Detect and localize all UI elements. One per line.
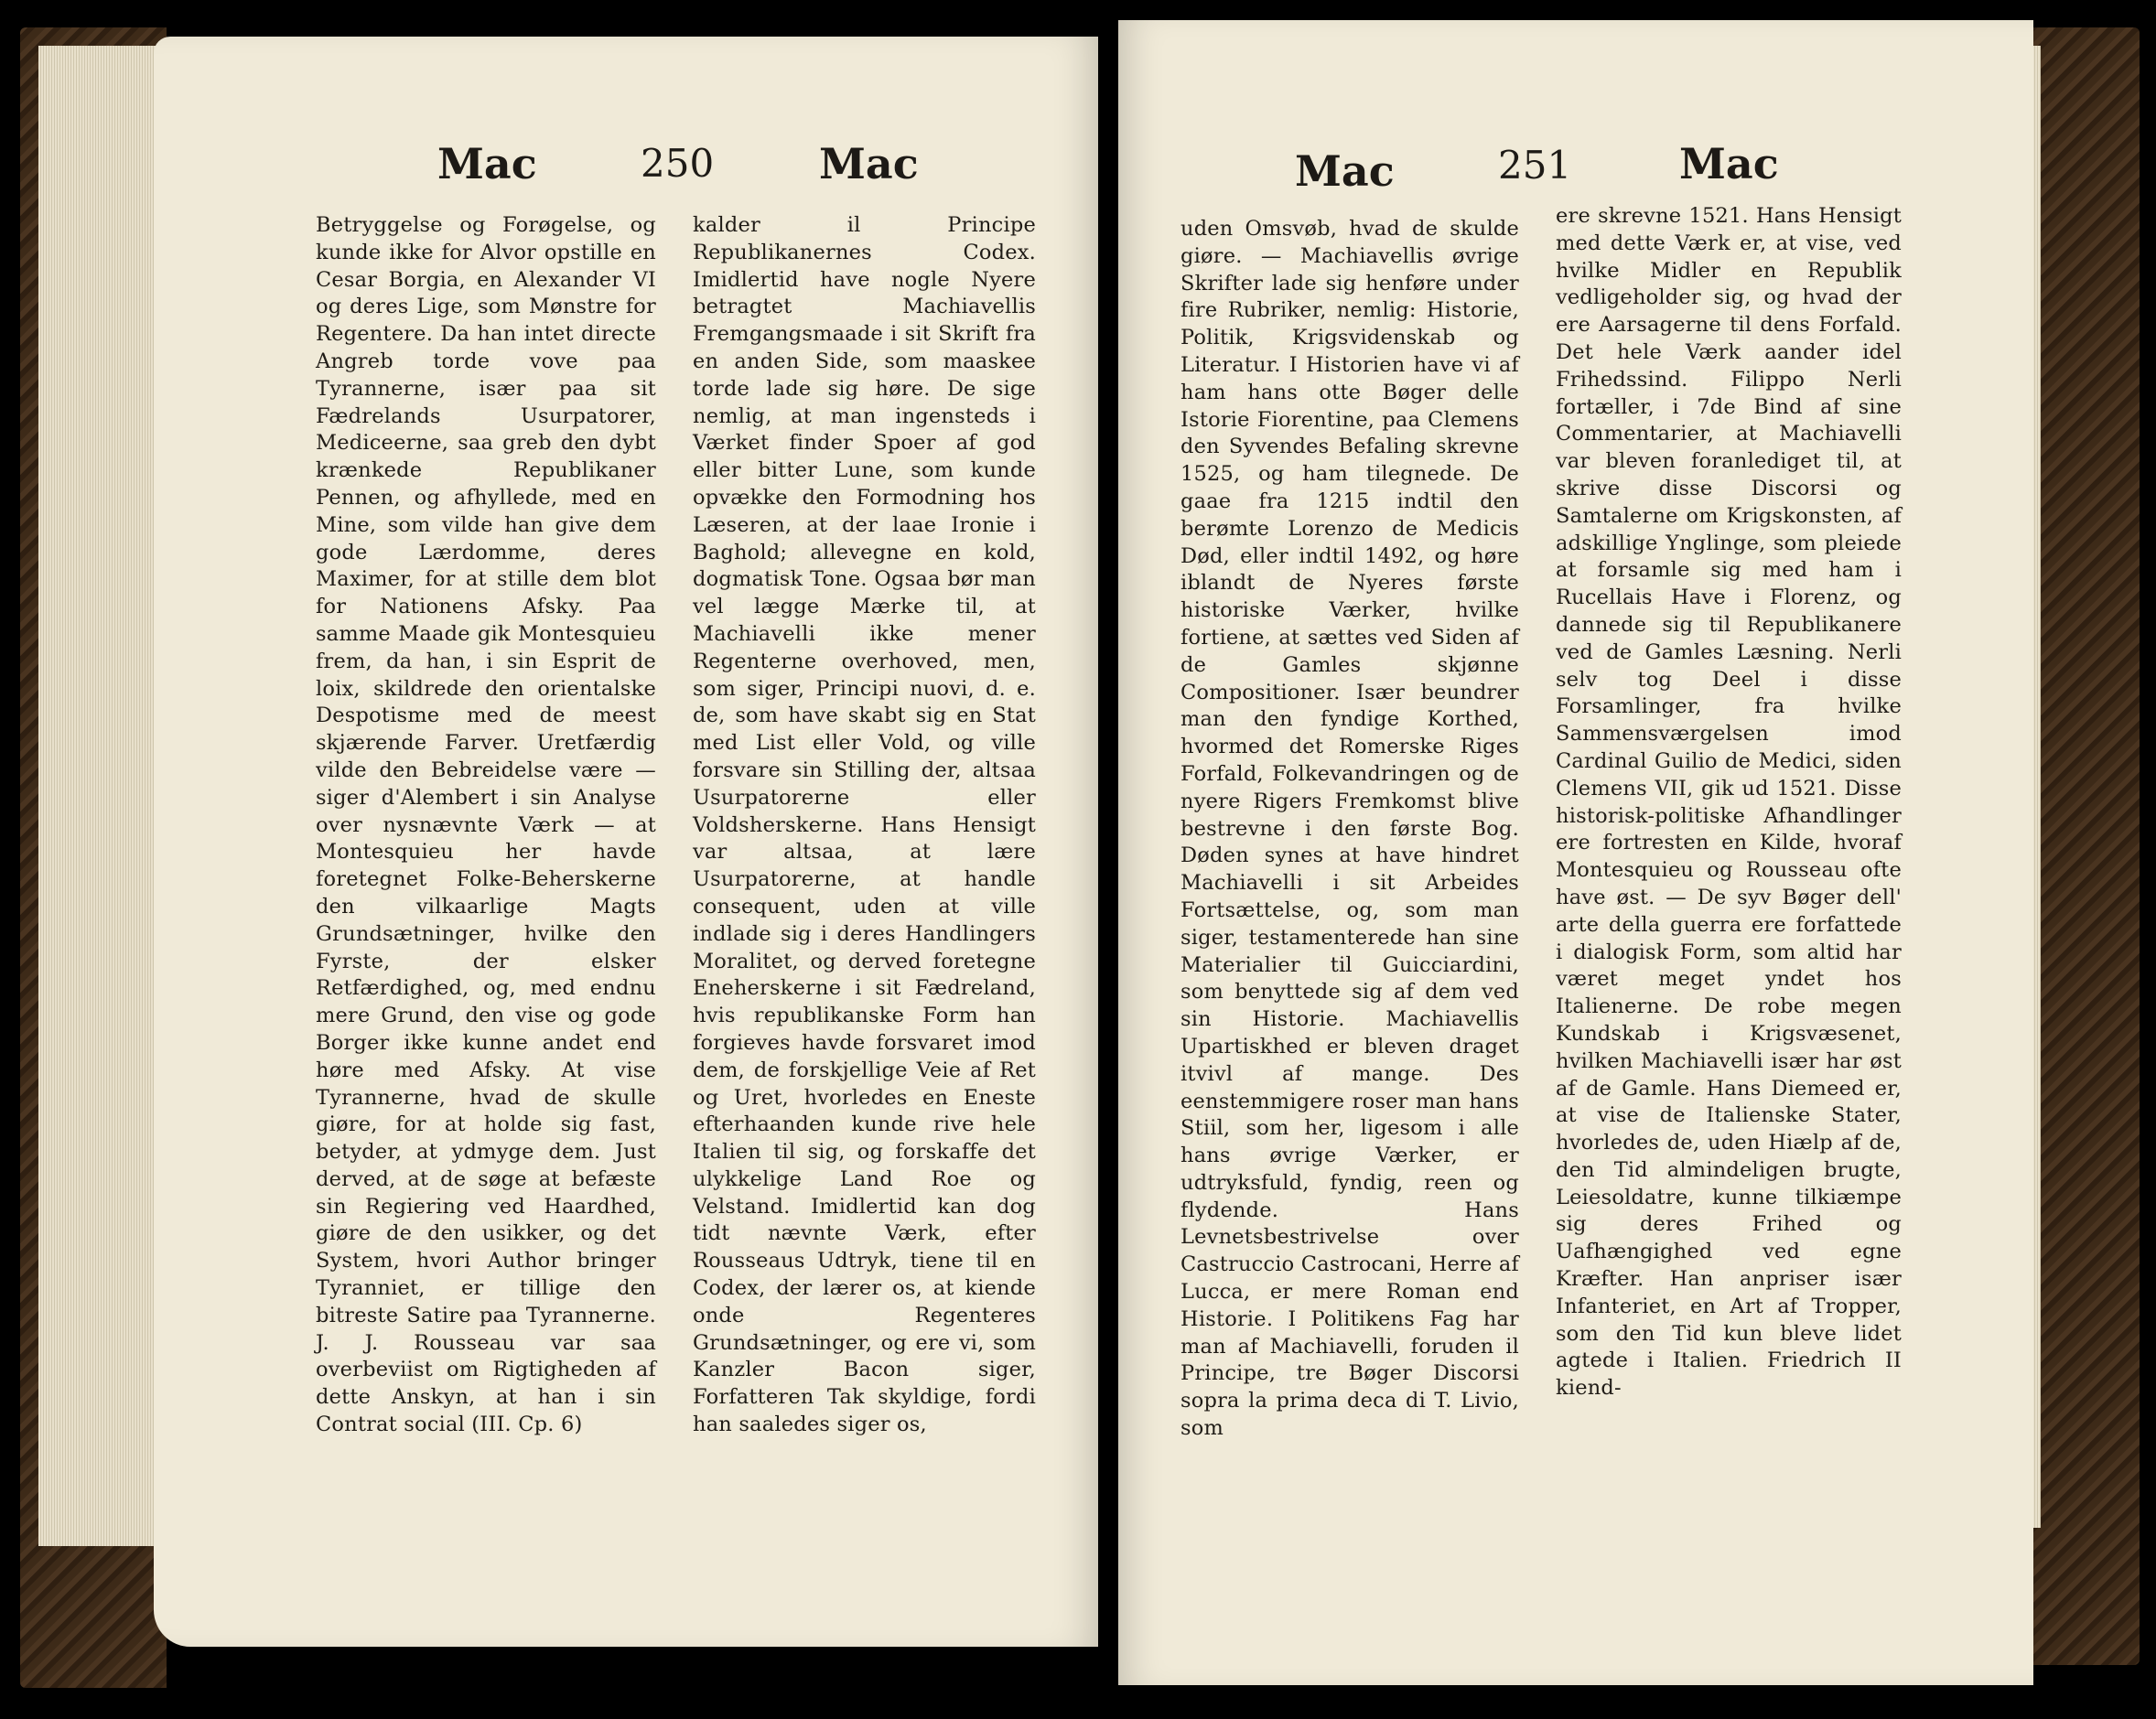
left-page-header-left: Mac [437, 139, 537, 188]
left-page-header-right: Mac [819, 139, 919, 188]
left-page-column-2: kalder il Principe Republikanernes Codex. Imidlertid have nogle Nyere betragtet Machiavellis Fremgangsmaade i sit Skrift fra en anden Side, som maaskee torde lade sig høre. De sige nemlig, at man ingensteds i Værket finder Spoer af god eller bitter Lune, som kunde opvække den Formodning hos Læseren, at der laae Ironie i Baghold; allevegne en kold, dogmatisk Tone. Ogsaa bør man vel lægge Mærke til, at Machiavelli ikke mener Regenterne overhoved, men, som siger, Principi nuovi, d. e. de, som have skabt sig en Stat med List eller Vold, og ville forsvare sin Stilling der, altsaa Usurpatorerne eller Voldsherskerne. Hans Hensigt var altsaa, at lære Usurpatorerne, at handle consequent, uden at ville indlade sig i deres Handlingers Moralitet, og derved foretegne Eneherskerne i sit Fædreland, hvis republikanske Form han forgieves havde forsvaret imod dem, de forskjellige Veie af Ret og Uret, hvorledes en Eneste efterhaanden kunde rive hele Italien til sig, og forskaffe det ulykkelige Land Roe og Velstand. Imidlertid kan dog tidt nævnte Værk, efter Rousseaus Udtryk, tiene til en Codex, der lærer os, at kiende onde Regenteres Grundsætninger, og ere vi, som Kanzler Bacon siger, Forfatteren Tak skyldige, fordi han saaledes siger os, [693, 213, 1036, 1437]
left-page-column-1: Betryggelse og Forøgelse, og kunde ikke for Alvor opstille en Cesar Borgia, en Alexander VI og deres Lige, som Mønstre for Regentere. Da han intet directe Angreb torde vove paa Tyrannerne, især paa sit Fædrelands Usurpatorer, Mediceerne, saa greb den dybt krænkede Republikaner Pennen, og afhyllede, med en Mine, som vilde han give dem gode Lærdomme, deres Maximer, for at stille dem blot for Nationens Afsky. Paa samme Maade gik Montesquieu frem, da han, i sin Esprit de loix, skildrede den orientalske Despotisme med de meest skjærende Farver. Uretfærdig vilde den Bebreidelse være — siger d'Alembert i sin Analyse over nysnævnte Værk — at Montesquieu her havde foretegnet Folke-Beherskerne den vilkaarlige Magts Grundsætninger, hvilke den Fyrste, der elsker Retfærdighed, og, med endnu mere Grund, den vise og gode Borger ikke kunne andet end høre med Afsky. At vise Tyrannerne, hvad de skulle giøre, for at holde sig fast, betyder, at ydmyge dem. Just derved, at de søge at befæste sin Regiering ved Haardhed, giøre de den usikker, og det System, hvori Author bringer Tyranniet, er tillige den bitreste Satire paa Tyrannerne. J. J. Rousseau var saa overbeviist om Rigtigheden af dette Anskyn, at han i sin Contrat social (III. Cp. 6) [316, 213, 656, 1437]
right-page-column-2: ere skrevne 1521. Hans Hensigt med dette Værk er, at vise, ved hvilke Midler en Republik vedligeholder sig, og hvad der ere Aarsagerne til dens Forfald. Det hele Værk aander idel Frihedssind. Filippo Nerli fortæller, i 7de Bind af sine Commentarier, at Machiavelli var bleven foranlediget til, at skrive disse Discorsi og Samtalerne om Krigskonsten, af adskillige Ynglinge, som pleiede at forsamle sig med ham i Rucellais Have i Florenz, og dannede sig til Republikanere ved de Gamles Læsning. Nerli selv tog Deel i disse Forsamlinger, fra hvilke Sammensværgelsen imod Cardinal Guilio de Medici, siden Clemens VII, gik ud 1521. Disse historisk-politiske Afhandlinger ere fortresten en Kilde, hvoraf Montesquieu og Rousseau ofte have øst. — De syv Bøger dell' arte della guerra ere forfattede i dialogisk Form, som altid har været meget yndet hos Italienerne. De robe megen Kundskab i Krigsvæsenet, hvilken Machiavelli især har øst af de Gamle. Hans Diemeed er, at vise de Italienske Stater, hvorledes de, uden Hiælp af de, den Tid almindeligen brugte, Leiesoldatre, kunne tilkiæmpe sig deres Frihed og Uafhængighed ved egne Kræfter. Han anpriser især Infanteriet, en Art af Tropper, som den Tid kun bleve lidet agtede i Italien. Friedrich II kiend- [1556, 204, 1902, 1401]
right-page-number: 251 [1498, 143, 1572, 188]
book-gutter [1098, 0, 1118, 1719]
left-page-number: 250 [641, 141, 715, 186]
right-page-header-left: Mac [1295, 146, 1395, 196]
right-page-column-1: uden Omsvøb, hvad de skulde giøre. — Machiavellis øvrige Skrifter lade sig henføre under fire Rubriker, nemlig: Historie, Politik, Krigsvidenskab og Literatur. I Historien have vi af ham hans otte Bøger delle Istorie Fiorentine, paa Clemens den Syvendes Befaling skrevne 1525, og ham tilegnede. De gaae fra 1215 indtil den berømte Lorenzo de Medicis Død, eller indtil 1492, og høre iblandt de Nyeres første historiske Værker, hvilke fortiene, at sættes ved Siden af de Gamles skjønne Compositioner. Især beundrer man den fyndige Korthed, hvormed det Romerske Riges Forfald, Folkevandringen og de nyere Rigers Fremkomst blive bestrevne i den første Bog. Døden synes at have hindret Machiavelli i sit Arbeides Fortsættelse, og, som man siger, testamenterede han sine Materialier til Guicciardini, som benyttede sig af dem ved sin Historie. Machiavellis Upartiskhed er bleven draget itvivl af mange. Des eenstemmigere roser man hans Stiil, som her, ligesom i alle hans øvrige Værker, er udtryksfuld, fyndig, reen og flydende. Hans Levnetsbestrivelse over Castruccio Castrocani, Herre af Lucca, er mere Roman end Historie. I Politikens Fag har man af Machiavelli, foruden il Principe, tre Bøger Discorsi sopra la prima deca di T. Livio, som [1180, 217, 1519, 1441]
page-edges-left [38, 46, 159, 1546]
right-page-header-right: Mac [1679, 139, 1779, 188]
